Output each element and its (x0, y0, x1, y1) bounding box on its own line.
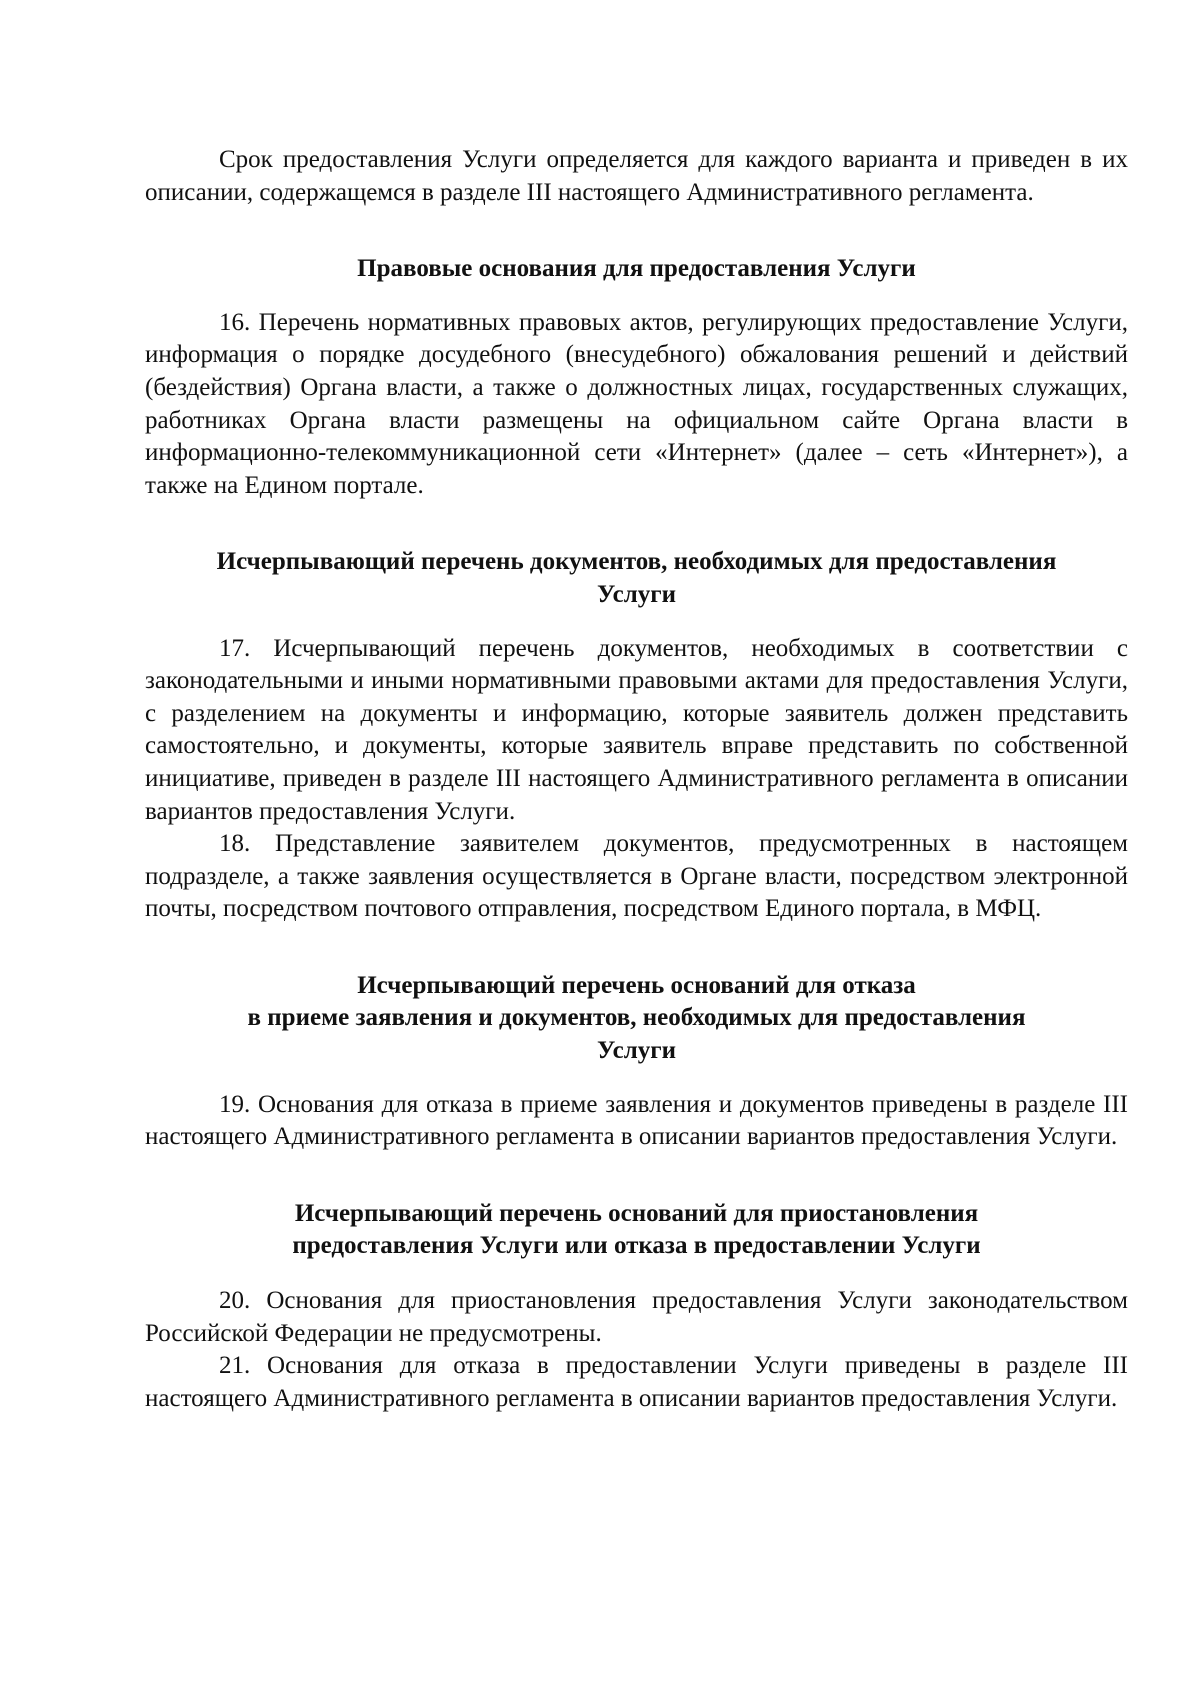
paragraph-21: 21. Основания для отказа в предоставлении Услуги приведены в разделе III настоящего Административного регламента в описании вариантов предоставления Услуги. (145, 1352, 1128, 1412)
heading-line: Услуги (596, 1037, 677, 1065)
paragraph-19: 19. Основания для отказа в приеме заявления и документов приведены в разделе III настоящего Административного регламента в описании вариантов предоставления Услуги. (145, 1090, 1128, 1151)
paragraph-16: 16. Перечень нормативных правовых актов, регулирующих предоставление Услуги, информация о порядке досудебного (внесудебного) обжалования решений и действий (бездействия) Органа власти, а также о должностных лицах, государственных служащих, работниках Органа власти размещены на официальном сайте Органа власти в информационно-телекоммуникационной сети «Интернет» (далее – сеть «Интернет»), а также на Едином портале. (145, 308, 1128, 499)
paragraph-20: 20. Основания для приостановления предоставления Услуги законодательством Российской Федерации не предусмотрены. (145, 1287, 1128, 1347)
paragraph-18: 18. Представление заявителем документов, предусмотренных в настоящем подразделе, а также заявления осуществляется в Органе власти, посредством электронной почты, посредством почтового отправления, посредством Единого портала, в МФЦ. (145, 830, 1128, 923)
section-heading-legal-basis: Правовые основания для предоставления Услуги (357, 255, 916, 283)
document-body (145, 144, 1128, 1415)
heading-line: в приеме заявления и документов, необходимых для предоставления (247, 1004, 1026, 1032)
section-heading-refusal-acceptance (145, 970, 1128, 1068)
paragraph-17: 17. Исчерпывающий перечень документов, необходимых в соответствии с законодательными и иными нормативными правовыми актами для предоставления Услуги, с разделением на документы и информацию, которые заявитель должен представить самостоятельно, и документы, которые заявитель вправе представить по собственной инициативе, приведен в разделе III настоящего Административного регламента в описании вариантов предоставления Услуги. (145, 634, 1128, 825)
heading-line: Исчерпывающий перечень оснований для приостановления (294, 1199, 979, 1227)
section-heading-suspension-refusal (145, 1198, 1128, 1263)
heading-line: Исчерпывающий перечень документов, необходимых для предоставления (216, 548, 1057, 576)
intro-paragraph: Срок предоставления Услуги определяется для каждого варианта и приведен в их описании, содержащемся в разделе III настоящего Административного регламента. (145, 146, 1128, 206)
heading-line: Исчерпывающий перечень оснований для отказа (357, 971, 916, 999)
heading-line: Услуги (596, 580, 677, 608)
section-heading-documents-list (145, 546, 1128, 611)
heading-line: предоставления Услуги или отказа в предоставлении Услуги (292, 1232, 981, 1260)
